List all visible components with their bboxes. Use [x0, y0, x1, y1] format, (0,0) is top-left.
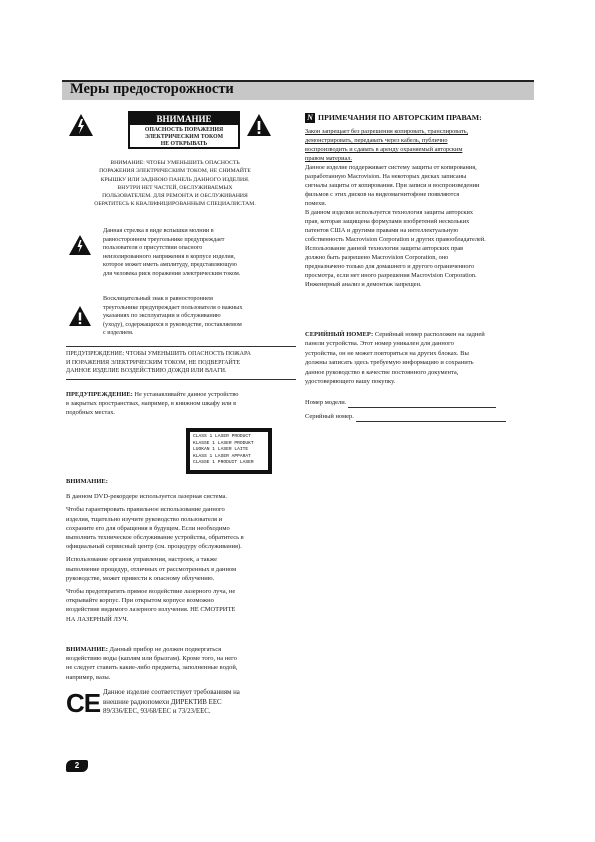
page-number: 2 — [74, 761, 80, 770]
caution-subtitle-line: ЭЛЕКТРИЧЕСКИМ ТОКОМ — [144, 134, 224, 140]
caution-label-box — [128, 111, 240, 149]
water-warning-label: ВНИМАНИЕ: — [66, 646, 108, 653]
caution-subtitle-line: ОПАСНОСТЬ ПОРАЖЕНИЯ — [144, 127, 224, 133]
serial-label: СЕРИЙНЫЙ НОМЕР: — [305, 331, 374, 338]
fire-warning: ПРЕДУПРЕЖДЕНИЕ: ЧТОБЫ УМЕНЬШИТЬ ОПАСНОСТЬ ПОЖАРА И ПОРАЖЕНИЯ ЭЛЕКТРИЧЕСКИМ ТОКОМ, НЕ ПОДВЕРГАЙТЕ ДАННОЕ ИЗДЕЛИЕ ВОЗДЕЙСТВИЮ ДОЖДЯ ИЛИ ВЛАГИ. — [66, 351, 251, 375]
caution-instruction-text: ВНИМАНИЕ: ЧТОБЫ УМЕНЬШИТЬ ОПАСНОСТЬ ПОРАЖЕНИЯ ЭЛЕКТРИЧЕСКИМ ТОКОМ, НЕ СНИМАЙТЕ КРЫШКУ ИЛИ ЗАДНЮЮ ПАНЕЛЬ ДАННОГО ИЗДЕЛИЯ. ВНУТРИ НЕТ ЧАСТЕЙ, ОБСЛУЖИВАЕМЫХ ПОЛЬЗОВАТЕЛЕМ. ДЛЯ РЕМОНТА И ОБСЛУЖИВАНИЯ ОБРАТИТЕСЬ К КВАЛИФИЦИРОВАННЫМ СПЕЦИАЛИСТАМ. — [94, 160, 256, 208]
exclamation-triangle-icon — [68, 305, 92, 327]
copyright-notice: Закон запрещает без разрешения копировать, транслировать, демонстрировать, передавать через кабель, публично воспроизводить и сдавать в аренду охраняемый авторским правом материал. Данное изделие поддерживает систему защиты от копирования, разработанную Macrovision. На некоторых дисках записаны сигналы защиты от копирования. При записи и воспроизведении фильмов с этих дисков на видеомагнитофоне появляются помехи. В данном изделии используется технология защиты авторских прав, которая защищена формулами изобретений нескольких патентов США и другими правами на интеллектуальную собственность Macrovision Corporation и других правообладателей. Использование данной технологии защиты авторских прав должно быть разрешено Macrovision Corporation, оно предназначено только для домашнего и другого ограниченного просмотра, если нет иного разрешения Macrovision Corporation. Инженерный анализ и демонтаж запрещен. — [305, 128, 486, 288]
caution-section: ВНИМАНИЕ: В данном DVD-рекордере используется лазерная система. Чтобы гарантировать правильное использование данного изделия, тщательно изучите руководство пользователя и сохраните его для обращения в будущем. Если необходимо выполнить техническое обслуживание устройства, обратитесь в официальный сервисный центр (см. процедуру обслуживания). Использование органов управления, настроек, а также выполнение процедур, отличных от рассмотренных в данном руководстве, может привести к опасному облучению. Чтобы предотвратить прямое воздействие лазерного луча, не открывайте корпус. При открытом корпусе возможно воздействие видимого лазерного излучения. НЕ СМОТРИТЕ НА ЛАЗЕРНЫЙ ЛУЧ. — [66, 477, 302, 624]
lightning-warning-icon — [68, 113, 94, 137]
copyright-title: ПРИМЕЧАНИЯ ПО АВТОРСКИМ ПРАВАМ: — [318, 113, 482, 122]
serial-number-section: СЕРИЙНЫЙ НОМЕР: Серийный номер расположен на задней панели устройства. Этот номер уникален для данного устройства, он не может повторяться на других блоках. Вы должны записать здесь требуемую информацию и сохранить данное руководство в качестве постоянного документа, удостоверяющего вашу покупку. — [305, 331, 485, 386]
serial-number-label: Серийный номер. — [305, 413, 354, 420]
caution-label-title: ВНИМАНИЕ — [130, 113, 238, 125]
lightning-explanation: Данная стрелка в виде вспышки молнии в равностороннем треугольнике предупреждает пользователя о присутствии опасного неизолированного напряжения в корпусе изделия, которое может иметь амплитуду, представляющую для человека риск поражения электрическим током. — [103, 227, 241, 277]
install-warning-label: ПРЕДУПРЕЖДЕНИЕ: — [66, 391, 133, 398]
model-number-label: Номер модели. — [305, 399, 347, 406]
ce-mark-logo: CE — [66, 688, 101, 718]
serial-number-field[interactable] — [305, 413, 525, 422]
divider — [66, 346, 296, 347]
water-warning: ВНИМАНИЕ: Данный прибор не должен подвергаться воздействию воды (каплям или брызгам). Кроме того, на него не следует ставить какие-либо предметы, заполненные водой, например, вазы. — [66, 646, 238, 681]
caution-subtitle-line: НЕ ОТКРЫВАТЬ — [160, 141, 208, 147]
ce-compliance-text: Данное изделие соответствует требованиям на внешние радиопомехи ДИРЕКТИВ ЕЕС 89/336/EEC, 93/68/EEC и 73/23/EEC. — [103, 689, 240, 716]
install-warning: ПРЕДУПРЕЖДЕНИЕ: Не устанавливайте данное устройство в закрытых пространствах, например, в книжном шкафу или в подобных местах. — [66, 391, 239, 416]
page-title: Меры предосторожности — [70, 81, 234, 97]
caution-title: ВНИМАНИЕ: — [66, 478, 108, 485]
model-number-field[interactable] — [305, 399, 505, 408]
exclamation-warning-icon — [246, 113, 272, 137]
page-number-badge — [66, 760, 88, 772]
divider — [66, 379, 296, 380]
lightning-triangle-icon — [68, 234, 92, 256]
laser-product-label: CLASS 1 LASER PRODUCT KLASSE 1 LASER PRODUKT LUOKAN 1 LASER LAITE KLASS 1 LASER APPARAT CLASSE 1 PRODUIT LASER — [186, 428, 272, 474]
exclamation-explanation: Восклицательный знак в равностороннем треугольнике предупреждает пользователя о важных указаниях по эксплуатации и обслуживанию (уходу), содержащихся в руководстве, поставляемом с изделием. — [103, 295, 243, 337]
macrovision-n-icon: N — [305, 113, 315, 123]
